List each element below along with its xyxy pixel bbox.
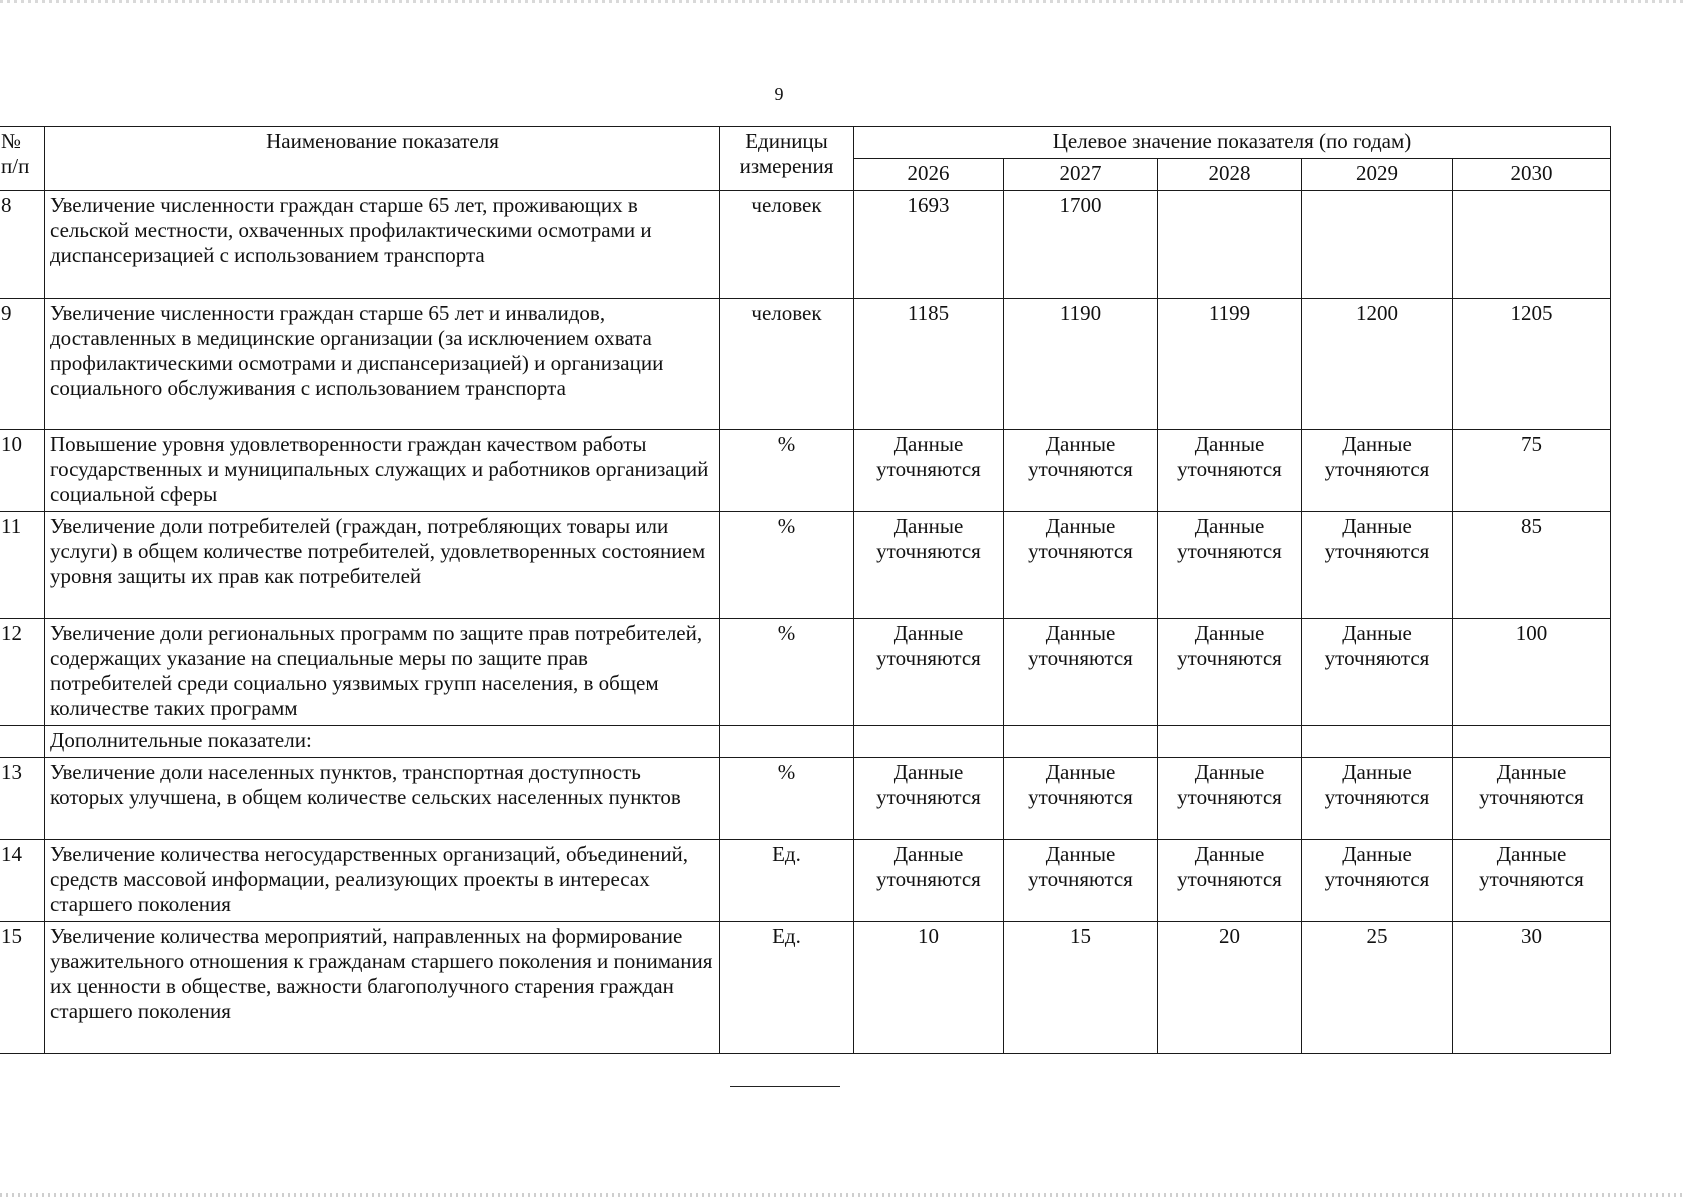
row-number: 11 [0, 512, 45, 619]
row-number: 12 [0, 619, 45, 726]
year-value-2030: Данные уточняются [1453, 840, 1611, 922]
indicator-name: Увеличение доли региональных программ по защите прав потребителей, содержащих указание на специальные меры по защите прав потребителей среди социально уязвимых групп населения, в общем количестве таких программ [45, 619, 720, 726]
table-row [0, 191, 1611, 299]
year-value-2026: 1693 [854, 191, 1004, 299]
indicators-table [0, 126, 1611, 1054]
year-value-2028: Данные уточняются [1158, 758, 1302, 840]
year-value-2028: Данные уточняются [1158, 430, 1302, 512]
year-value-2029: Данные уточняются [1302, 430, 1453, 512]
year-header: 2030 [1453, 159, 1611, 191]
year-value-2029: Данные уточняются [1302, 512, 1453, 619]
row-number: 15 [0, 922, 45, 1054]
year-value-2027: Данные уточняются [1004, 430, 1158, 512]
header-unit: Единицы измерения [720, 127, 854, 191]
table-row [0, 619, 1611, 726]
year-value-2027: Данные уточняются [1004, 512, 1158, 619]
unit-cell: % [720, 430, 854, 512]
year-header: 2029 [1302, 159, 1453, 191]
year-value-2027: 1700 [1004, 191, 1158, 299]
row-number: 9 [0, 299, 45, 430]
section-title: Дополнительные показатели: [45, 726, 720, 758]
indicator-name: Повышение уровня удовлетворенности граждан качеством работы государственных и муниципальных служащих и работников организаций социальной сферы [45, 430, 720, 512]
year-value-2030: Данные уточняются [1453, 758, 1611, 840]
year-header: 2026 [854, 159, 1004, 191]
unit-cell: Ед. [720, 922, 854, 1054]
end-rule [730, 1086, 840, 1087]
year-value-2028: Данные уточняются [1158, 512, 1302, 619]
row-number: 8 [0, 191, 45, 299]
year-value-2027: Данные уточняются [1004, 840, 1158, 922]
indicator-name: Увеличение количества негосударственных организаций, объединений, средств массовой информации, реализующих проекты в интересах старшего поколения [45, 840, 720, 922]
year-value-2029: Данные уточняются [1302, 619, 1453, 726]
indicator-name: Увеличение доли потребителей (граждан, потребляющих товары или услуги) в общем количестве потребителей, удовлетворенных состоянием уровня защиты их прав как потребителей [45, 512, 720, 619]
table-row [0, 922, 1611, 1054]
table-body [0, 191, 1611, 1054]
unit-cell: человек [720, 191, 854, 299]
year-value-2030: 100 [1453, 619, 1611, 726]
table-row [0, 840, 1611, 922]
unit-cell: % [720, 758, 854, 840]
year-value-2029: Данные уточняются [1302, 840, 1453, 922]
indicator-name: Увеличение численности граждан старше 65 лет и инвалидов, доставленных в медицинские организации (за исключением охвата профилактическими осмотрами и диспансеризацией) и организации социального обслуживания с использованием транспорта [45, 299, 720, 430]
year-value-2030 [1453, 191, 1611, 299]
empty-cell [1004, 726, 1158, 758]
year-value-2030: 75 [1453, 430, 1611, 512]
empty-cell [854, 726, 1004, 758]
empty-cell [1158, 726, 1302, 758]
year-header: 2028 [1158, 159, 1302, 191]
scan-edge-top [0, 0, 1686, 3]
year-value-2027: 15 [1004, 922, 1158, 1054]
year-value-2029: 25 [1302, 922, 1453, 1054]
table-row [0, 299, 1611, 430]
year-value-2028: 1199 [1158, 299, 1302, 430]
year-value-2027: Данные уточняются [1004, 619, 1158, 726]
year-value-2030: 1205 [1453, 299, 1611, 430]
indicator-name: Увеличение доли населенных пунктов, транспортная доступность которых улучшена, в общем количестве сельских населенных пунктов [45, 758, 720, 840]
year-value-2028 [1158, 191, 1302, 299]
year-header: 2027 [1004, 159, 1158, 191]
empty-cell [1453, 726, 1611, 758]
year-value-2026: Данные уточняются [854, 430, 1004, 512]
section-row [0, 726, 1611, 758]
year-value-2030: 85 [1453, 512, 1611, 619]
year-value-2026: Данные уточняются [854, 840, 1004, 922]
row-number: 13 [0, 758, 45, 840]
unit-cell: % [720, 512, 854, 619]
empty-cell [1302, 726, 1453, 758]
scan-edge-bottom [0, 1193, 1686, 1197]
year-value-2029 [1302, 191, 1453, 299]
year-value-2026: Данные уточняются [854, 758, 1004, 840]
unit-cell: Ед. [720, 840, 854, 922]
year-value-2029: 1200 [1302, 299, 1453, 430]
indicator-name: Увеличение численности граждан старше 65 лет, проживающих в сельской местности, охваченных профилактическими осмотрами и диспансеризацией с использованием транспорта [45, 191, 720, 299]
unit-cell: % [720, 619, 854, 726]
table-row [0, 512, 1611, 619]
year-value-2026: 1185 [854, 299, 1004, 430]
row-number: 10 [0, 430, 45, 512]
header-name: Наименование показателя [45, 127, 720, 191]
year-value-2030: 30 [1453, 922, 1611, 1054]
indicator-name: Увеличение количества мероприятий, направленных на формирование уважительного отношения к гражданам старшего поколения и понимания их ценности в обществе, важности благополучного старения граждан старшего поколения [45, 922, 720, 1054]
year-value-2026: Данные уточняются [854, 512, 1004, 619]
year-value-2029: Данные уточняются [1302, 758, 1453, 840]
empty-cell [720, 726, 854, 758]
year-value-2027: Данные уточняются [1004, 758, 1158, 840]
table-row [0, 430, 1611, 512]
section-num-cell [0, 726, 45, 758]
header-num: № п/п [0, 127, 45, 191]
page-number: 9 [774, 84, 784, 104]
header-target: Целевое значение показателя (по годам) [854, 127, 1611, 159]
year-value-2026: 10 [854, 922, 1004, 1054]
unit-cell: человек [720, 299, 854, 430]
row-number: 14 [0, 840, 45, 922]
year-value-2026: Данные уточняются [854, 619, 1004, 726]
year-value-2028: Данные уточняются [1158, 840, 1302, 922]
year-value-2027: 1190 [1004, 299, 1158, 430]
table-row [0, 758, 1611, 840]
year-value-2028: 20 [1158, 922, 1302, 1054]
year-value-2028: Данные уточняются [1158, 619, 1302, 726]
